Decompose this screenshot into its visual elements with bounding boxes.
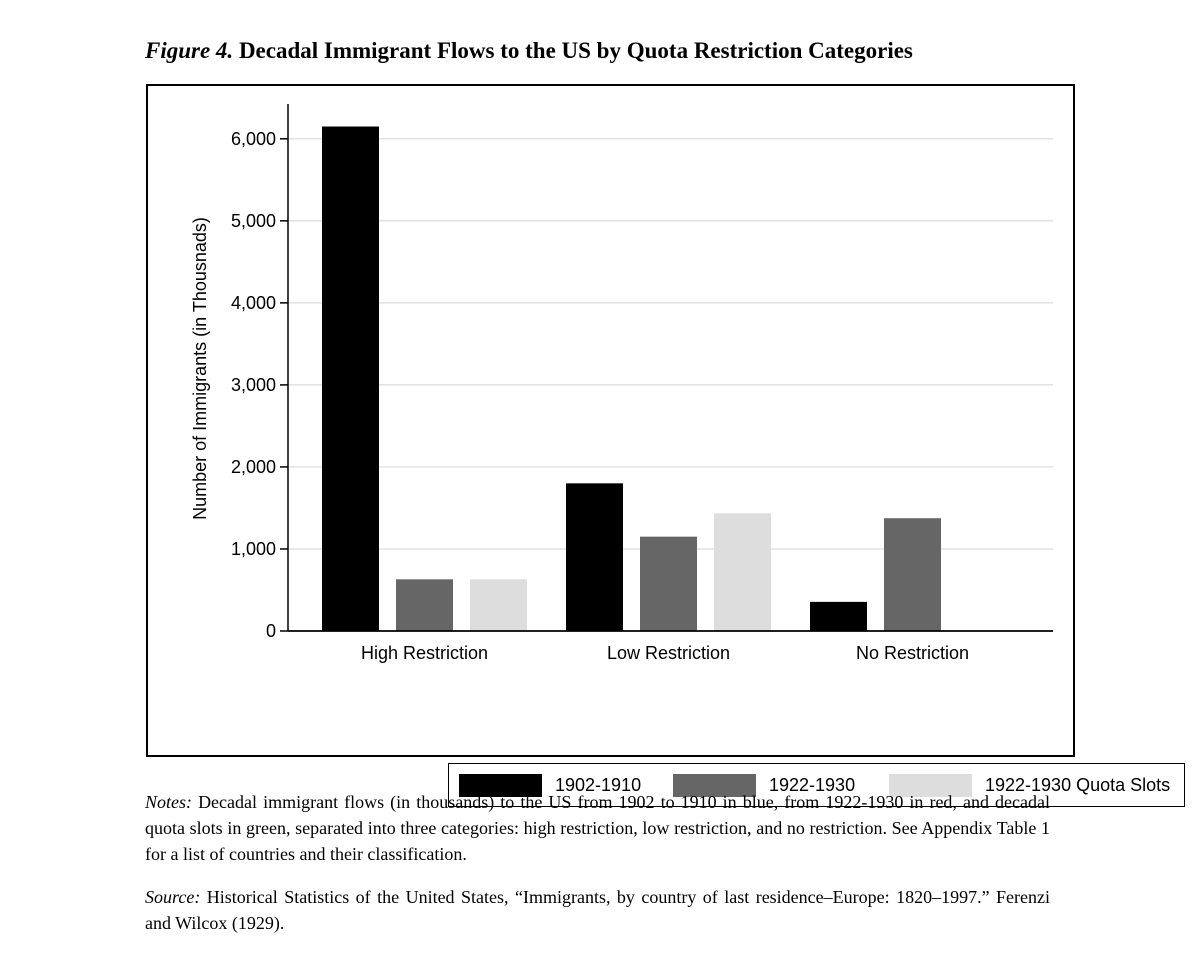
figure-title [145,38,913,64]
y-tick-label: 2,000 [230,456,276,477]
figure-number: Figure 4. [145,38,234,63]
y-axis-label: Number of Immigrants (in Thousnads) [190,217,210,520]
figure-title-text: Decadal Immigrant Flows to the US by Quota Restriction Categories [238,38,913,63]
notes-text: Decadal immigrant flows (in thousands) to the US from 1902 to 1910 in blue, from 1922-1930 in red, and decadal quota slots in green, separated into three categories: high restriction, low restriction, and no restriction. See Appendix Table 1 for a list of countries and their classification. [145,792,1050,864]
bar-0-0 [322,127,379,631]
y-tick-label: 6,000 [230,128,276,149]
bar-0-2 [810,602,867,631]
x-category-label: Low Restriction [606,643,731,663]
y-tick-label: 5,000 [230,210,276,231]
bar-2-0 [470,579,527,631]
bar-1-0 [396,579,453,631]
legend-label-1922-1930: 1922-1930 [769,775,856,795]
y-tick-label: 0 [265,621,276,641]
x-category-label: No Restriction [855,643,970,663]
bar-0-1 [566,483,623,631]
y-tick-label: 3,000 [230,374,276,395]
notes-lead: Notes: [145,792,192,812]
bar-2-1 [714,513,771,631]
y-tick-label: 1,000 [230,538,276,559]
bar-1-1 [640,537,697,631]
legend-label-1902-1910: 1902-1910 [555,775,642,795]
legend-label-quota-slots: 1922-1930 Quota Slots [985,775,1171,795]
source-text: Historical Statistics of the United States, “Immigrants, by country of last residence–Europe: 1820–1997.” Ferenzi and Wilcox (1929). [145,887,1051,933]
bar-chart [148,86,1073,755]
y-tick-label: 4,000 [230,292,276,313]
figure-source [145,884,1050,936]
chart-frame [146,84,1171,795]
figure-notes [145,789,1050,867]
bar-1-2 [884,518,941,631]
source-lead: Source: [145,887,201,907]
x-category-label: High Restriction [360,643,489,663]
